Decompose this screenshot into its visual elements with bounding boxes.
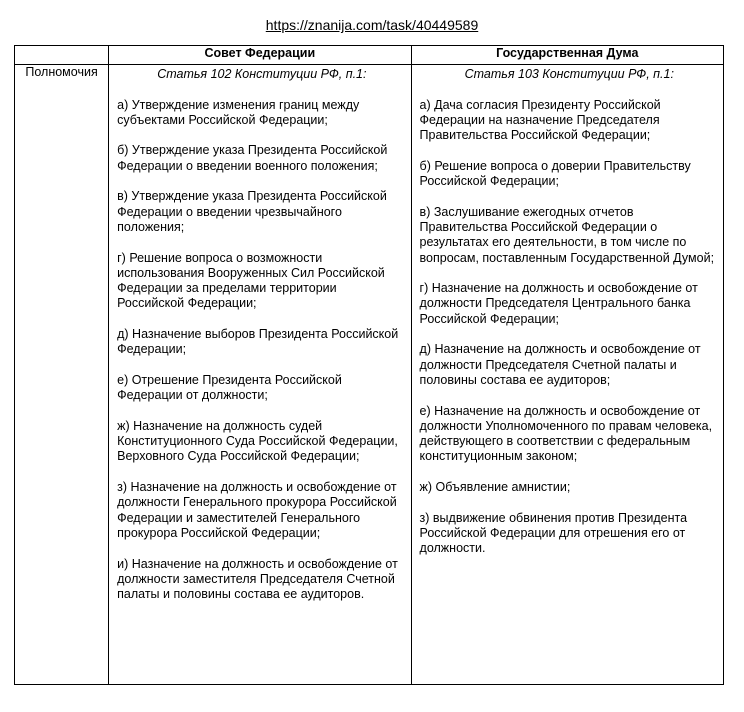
header-federation-council: Совет Федерации: [109, 46, 411, 65]
fc-item: з) Назначение на должность и освобождение от должности Генерального прокурора Российской Федерации и заместителей Генерального прокурора Российской Федерации;: [117, 480, 397, 540]
powers-row: [15, 65, 724, 685]
sd-item: б) Решение вопроса о доверии Правительству Российской Федерации;: [419, 158, 691, 189]
source-url[interactable]: https://znanija.com/task/40449589: [265, 17, 479, 33]
fc-item: и) Назначение на должность и освобождение от должности заместителя Председателя Счетной палаты и половины состава ее аудиторов.: [117, 556, 398, 602]
fc-article: Статья 102 Конституции РФ, п.1:: [157, 67, 367, 81]
fc-item: д) Назначение выборов Президента Российской Федерации;: [117, 327, 399, 357]
sd-item: ж) Объявление амнистии;: [419, 480, 571, 495]
sd-item: г) Назначение на должность и освобождение от должности Председателя Центрального банка Российской Федерации;: [419, 281, 698, 326]
row-label: Полномочия: [15, 65, 109, 685]
fc-item: в) Утверждение указа Президента Российской Федерации о введении чрезвычайного положения;: [117, 189, 387, 234]
sd-item: з) выдвижение обвинения против Президента Российской Федерации для отрешения его от должности.: [419, 510, 688, 556]
header-blank: [15, 46, 109, 65]
federation-council-cell: [109, 65, 411, 685]
fc-item: ж) Назначение на должность судей Конституционного Суда Российской Федерации, Верховного Суда Российской Федерации;: [117, 418, 398, 464]
sd-item: а) Дача согласия Президенту Российской Федерации на назначение Председателя Правительства Российской Федерации;: [419, 97, 661, 143]
sd-article: Статья 103 Конституции РФ, п.1:: [464, 67, 674, 81]
fc-item: е) Отрешение Президента Российской Федерации от должности;: [117, 372, 342, 403]
header-row: [15, 46, 724, 65]
powers-table: [14, 45, 724, 685]
state-duma-cell: [411, 65, 723, 685]
sd-item: е) Назначение на должность и освобождение от должности Уполномоченного по правам человека, действующего в соответствии с федеральным конституционным законом;: [419, 403, 713, 464]
sd-item: д) Назначение на должность и освобождение от должности Председателя Счетной палаты и половины состава ее аудиторов;: [419, 342, 701, 387]
fc-item: б) Утверждение указа Президента Российской Федерации о введении военного положения;: [117, 143, 388, 173]
fc-item: г) Решение вопроса о возможности использования Вооруженных Сил Российской Федерации за пределами территории Российской Федерации;: [117, 250, 385, 311]
fc-item: а) Утверждение изменения границ между субъектами Российской Федерации;: [117, 97, 360, 127]
header-state-duma: Государственная Дума: [411, 46, 723, 65]
sd-item: в) Заслушивание ежегодных отчетов Правительства Российской Федерации о результатах его деятельности, в том числе по вопросам, поставленным Государственной Думой;: [419, 204, 715, 265]
